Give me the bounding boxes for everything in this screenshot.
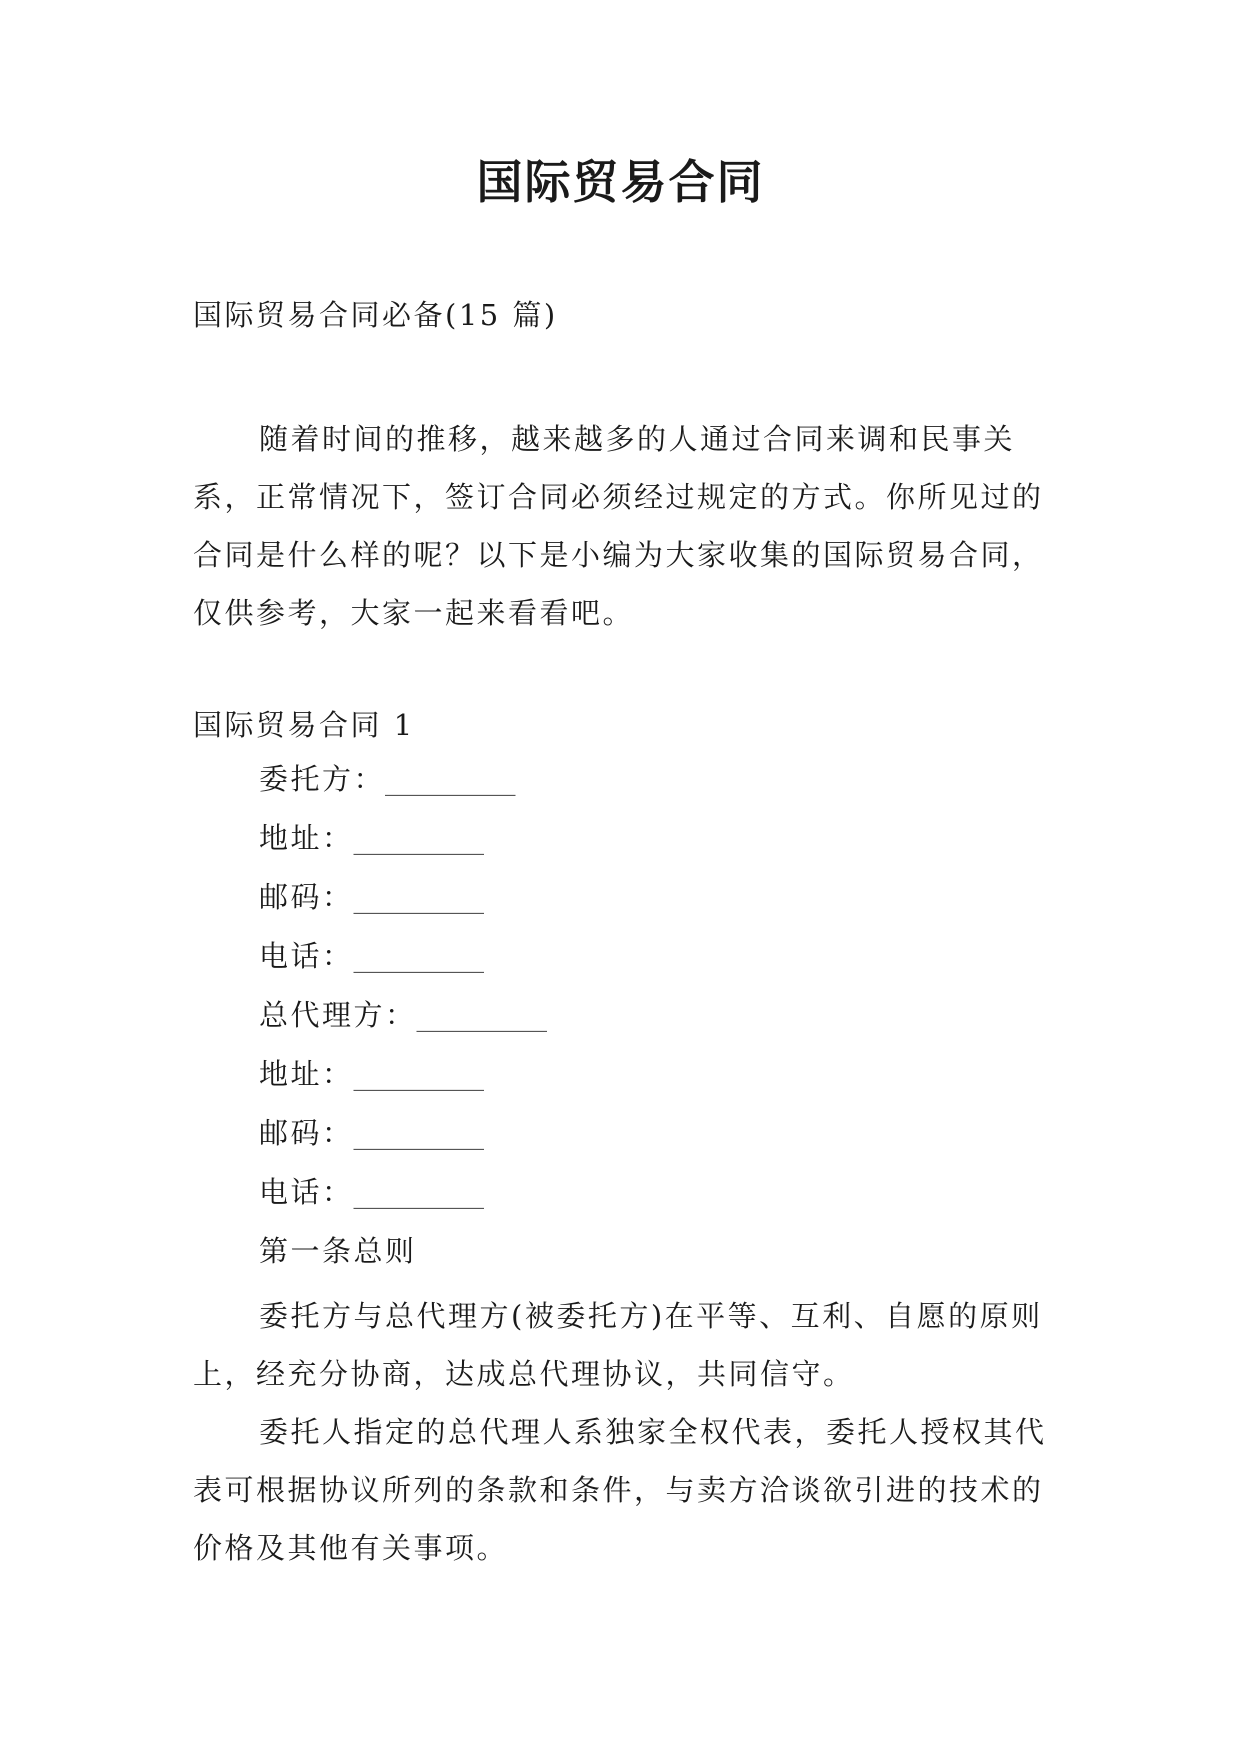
document-title: 国际贸易合同 bbox=[476, 155, 765, 209]
principal-address-field bbox=[193, 815, 1055, 874]
agent-address-label: 地址： bbox=[259, 1057, 354, 1091]
principal-postcode-blank: _________ bbox=[353, 880, 485, 914]
principal-phone-field bbox=[193, 933, 1055, 992]
agent-postcode-label: 邮码： bbox=[259, 1116, 354, 1150]
principal-address-blank: _________ bbox=[353, 821, 485, 855]
agent-phone-field bbox=[193, 1169, 1055, 1228]
section-title: 国际贸易合同 1 bbox=[193, 708, 415, 742]
agent-address-field bbox=[193, 1051, 1055, 1110]
agent-address-blank: _________ bbox=[353, 1057, 485, 1091]
intro-paragraph: 随着时间的推移，越来越多的人通过合同来调和民事关系，正常情况下，签订合同必须经过规定的方式。你所见过的合同是什么样的呢？以下是小编为大家收集的国际贸易合同，仅供参考，大家一起来看看吧。 bbox=[193, 422, 1044, 630]
article-paragraph-2: 委托人指定的总代理人系独家全权代表，委托人授权其代表可根据协议所列的条款和条件，与卖方洽谈欲引进的技术的价格及其他有关事项。 bbox=[193, 1415, 1047, 1565]
agent-blank: _________ bbox=[416, 998, 548, 1032]
principal-postcode-field bbox=[193, 874, 1055, 933]
principal-postcode-label: 邮码： bbox=[259, 880, 354, 914]
agent-phone-label: 电话： bbox=[259, 1175, 354, 1209]
principal-field bbox=[193, 756, 1055, 815]
agent-phone-blank: _________ bbox=[353, 1175, 485, 1209]
principal-address-label: 地址： bbox=[259, 821, 354, 855]
principal-phone-blank: _________ bbox=[353, 939, 485, 973]
agent-label: 总代理方： bbox=[259, 998, 417, 1032]
principal-label: 委托方： bbox=[259, 762, 386, 796]
agent-postcode-field bbox=[193, 1110, 1055, 1169]
article-paragraph-1: 委托方与总代理方(被委托方)在平等、互利、自愿的原则上，经充分协商，达成总代理协议，共同信守。 bbox=[193, 1299, 1043, 1391]
principal-phone-label: 电话： bbox=[259, 939, 354, 973]
principal-blank: _________ bbox=[385, 762, 516, 796]
agent-field bbox=[193, 992, 1055, 1051]
agent-postcode-blank: _________ bbox=[353, 1116, 485, 1150]
document-subtitle: 国际贸易合同必备(15 篇) bbox=[193, 298, 558, 332]
contract-body bbox=[193, 756, 1055, 1577]
article-heading: 第一条总则 bbox=[259, 1234, 417, 1268]
